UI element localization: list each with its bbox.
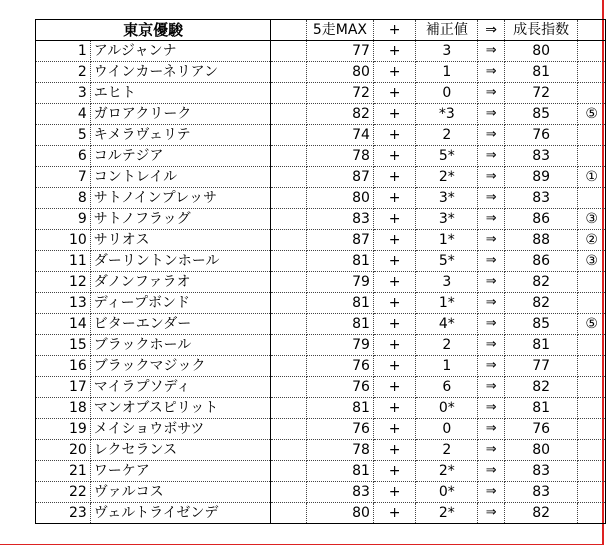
header-row bbox=[36, 20, 606, 41]
arrow-sign: ⇒ bbox=[478, 188, 505, 209]
max-value: 76 bbox=[306, 377, 373, 398]
row-number: 21 bbox=[36, 461, 91, 482]
rank-mark: ① bbox=[578, 167, 606, 188]
max-value: 81 bbox=[306, 398, 373, 419]
arrow-sign: ⇒ bbox=[478, 503, 505, 524]
rank-mark bbox=[578, 188, 606, 209]
arrow-sign: ⇒ bbox=[478, 293, 505, 314]
horse-name: ヴェルトライゼンデ bbox=[90, 503, 270, 524]
max-value: 72 bbox=[306, 83, 373, 104]
rank-mark bbox=[578, 398, 606, 419]
growth-index: 83 bbox=[504, 482, 577, 503]
header-mark bbox=[578, 20, 606, 41]
header-growth-index: 成長指数 bbox=[504, 20, 577, 41]
plus-sign: + bbox=[373, 440, 415, 461]
row-number: 12 bbox=[36, 272, 91, 293]
growth-index: 80 bbox=[504, 440, 577, 461]
blank-cell bbox=[271, 272, 307, 293]
blank-cell bbox=[271, 167, 307, 188]
table-row bbox=[36, 167, 606, 188]
row-number: 18 bbox=[36, 398, 91, 419]
row-number: 10 bbox=[36, 230, 91, 251]
adjustment-value: *3 bbox=[416, 104, 478, 125]
row-number: 15 bbox=[36, 335, 91, 356]
horse-name: ヴァルコス bbox=[90, 482, 270, 503]
row-number: 22 bbox=[36, 482, 91, 503]
plus-sign: + bbox=[373, 482, 415, 503]
growth-index: 86 bbox=[504, 251, 577, 272]
table-row bbox=[36, 377, 606, 398]
arrow-sign: ⇒ bbox=[478, 62, 505, 83]
plus-sign: + bbox=[373, 293, 415, 314]
horse-name: ブラックマジック bbox=[90, 356, 270, 377]
row-number: 4 bbox=[36, 104, 91, 125]
horse-name: エヒト bbox=[90, 83, 270, 104]
growth-index: 83 bbox=[504, 146, 577, 167]
max-value: 81 bbox=[306, 461, 373, 482]
horse-name: アルジャンナ bbox=[90, 41, 270, 62]
blank-cell bbox=[271, 146, 307, 167]
adjustment-value: 2* bbox=[416, 503, 478, 524]
row-number: 7 bbox=[36, 167, 91, 188]
row-number: 5 bbox=[36, 125, 91, 146]
adjustment-value: 2 bbox=[416, 335, 478, 356]
growth-index: 82 bbox=[504, 293, 577, 314]
rank-mark bbox=[578, 356, 606, 377]
horse-name: ダノンファラオ bbox=[90, 272, 270, 293]
rank-mark bbox=[578, 125, 606, 146]
table-row bbox=[36, 482, 606, 503]
row-number: 16 bbox=[36, 356, 91, 377]
table-row bbox=[36, 419, 606, 440]
plus-sign: + bbox=[373, 146, 415, 167]
rank-mark bbox=[578, 377, 606, 398]
blank-cell bbox=[271, 125, 307, 146]
table-row bbox=[36, 398, 606, 419]
arrow-sign: ⇒ bbox=[478, 230, 505, 251]
rank-mark: ⑤ bbox=[578, 104, 606, 125]
growth-index: 82 bbox=[504, 503, 577, 524]
rank-mark bbox=[578, 146, 606, 167]
max-value: 80 bbox=[306, 62, 373, 83]
max-value: 81 bbox=[306, 293, 373, 314]
blank-cell bbox=[271, 62, 307, 83]
horse-name: ガロアクリーク bbox=[90, 104, 270, 125]
table-row bbox=[36, 335, 606, 356]
growth-index: 86 bbox=[504, 209, 577, 230]
row-number: 1 bbox=[36, 41, 91, 62]
horse-name: ワーケア bbox=[90, 461, 270, 482]
table-row bbox=[36, 83, 606, 104]
plus-sign: + bbox=[373, 461, 415, 482]
arrow-sign: ⇒ bbox=[478, 440, 505, 461]
arrow-sign: ⇒ bbox=[478, 398, 505, 419]
growth-index: 76 bbox=[504, 125, 577, 146]
rank-mark bbox=[578, 419, 606, 440]
plus-sign: + bbox=[373, 62, 415, 83]
adjustment-value: 0 bbox=[416, 83, 478, 104]
plus-sign: + bbox=[373, 125, 415, 146]
row-number: 2 bbox=[36, 62, 91, 83]
rank-mark: ③ bbox=[578, 209, 606, 230]
adjustment-value: 5* bbox=[416, 251, 478, 272]
arrow-sign: ⇒ bbox=[478, 251, 505, 272]
plus-sign: + bbox=[373, 209, 415, 230]
adjustment-value: 1 bbox=[416, 62, 478, 83]
table-row bbox=[36, 104, 606, 125]
growth-index: 81 bbox=[504, 398, 577, 419]
plus-sign: + bbox=[373, 104, 415, 125]
plus-sign: + bbox=[373, 167, 415, 188]
horse-name: コントレイル bbox=[90, 167, 270, 188]
header-plus: + bbox=[373, 20, 415, 41]
plus-sign: + bbox=[373, 272, 415, 293]
rank-mark bbox=[578, 83, 606, 104]
rank-mark: ③ bbox=[578, 251, 606, 272]
max-value: 76 bbox=[306, 356, 373, 377]
growth-index: 82 bbox=[504, 377, 577, 398]
table-row bbox=[36, 188, 606, 209]
arrow-sign: ⇒ bbox=[478, 167, 505, 188]
arrow-sign: ⇒ bbox=[478, 272, 505, 293]
blank-cell bbox=[271, 104, 307, 125]
arrow-sign: ⇒ bbox=[478, 461, 505, 482]
table-row bbox=[36, 209, 606, 230]
blank-cell bbox=[271, 41, 307, 62]
arrow-sign: ⇒ bbox=[478, 377, 505, 398]
blank-cell bbox=[271, 188, 307, 209]
blank-cell bbox=[271, 230, 307, 251]
blank-cell bbox=[271, 83, 307, 104]
row-number: 6 bbox=[36, 146, 91, 167]
blank-cell bbox=[271, 314, 307, 335]
table-row bbox=[36, 251, 606, 272]
plus-sign: + bbox=[373, 503, 415, 524]
adjustment-value: 3 bbox=[416, 272, 478, 293]
max-value: 83 bbox=[306, 209, 373, 230]
table-row bbox=[36, 461, 606, 482]
blank-cell bbox=[271, 335, 307, 356]
blank-cell bbox=[271, 209, 307, 230]
max-value: 83 bbox=[306, 482, 373, 503]
row-number: 8 bbox=[36, 188, 91, 209]
horse-name: ディープボンド bbox=[90, 293, 270, 314]
blank-cell bbox=[271, 398, 307, 419]
adjustment-value: 6 bbox=[416, 377, 478, 398]
arrow-sign: ⇒ bbox=[478, 482, 505, 503]
rank-mark: ② bbox=[578, 230, 606, 251]
row-number: 11 bbox=[36, 251, 91, 272]
plus-sign: + bbox=[373, 377, 415, 398]
growth-index: 80 bbox=[504, 41, 577, 62]
max-value: 77 bbox=[306, 41, 373, 62]
table-row bbox=[36, 293, 606, 314]
adjustment-value: 0 bbox=[416, 419, 478, 440]
max-value: 79 bbox=[306, 335, 373, 356]
table-row bbox=[36, 356, 606, 377]
adjustment-value: 0* bbox=[416, 482, 478, 503]
max-value: 87 bbox=[306, 230, 373, 251]
race-table bbox=[35, 19, 606, 524]
table-row bbox=[36, 62, 606, 83]
max-value: 81 bbox=[306, 251, 373, 272]
plus-sign: + bbox=[373, 83, 415, 104]
row-number: 9 bbox=[36, 209, 91, 230]
blank-cell bbox=[271, 293, 307, 314]
blank-cell bbox=[271, 419, 307, 440]
max-value: 78 bbox=[306, 146, 373, 167]
table-row bbox=[36, 272, 606, 293]
horse-name: ブラックホール bbox=[90, 335, 270, 356]
rank-mark bbox=[578, 293, 606, 314]
plus-sign: + bbox=[373, 356, 415, 377]
rank-mark bbox=[578, 503, 606, 524]
max-value: 76 bbox=[306, 419, 373, 440]
blank-cell bbox=[271, 377, 307, 398]
header-adjustment: 補正値 bbox=[416, 20, 478, 41]
table-row bbox=[36, 503, 606, 524]
rank-mark bbox=[578, 41, 606, 62]
plus-sign: + bbox=[373, 230, 415, 251]
growth-index: 88 bbox=[504, 230, 577, 251]
arrow-sign: ⇒ bbox=[478, 314, 505, 335]
horse-name: キメラヴェリテ bbox=[90, 125, 270, 146]
blank-cell bbox=[271, 461, 307, 482]
max-value: 80 bbox=[306, 503, 373, 524]
max-value: 78 bbox=[306, 440, 373, 461]
race-title: 東京優駿 bbox=[36, 20, 271, 41]
horse-name: ダーリントンホール bbox=[90, 251, 270, 272]
growth-index: 76 bbox=[504, 419, 577, 440]
plus-sign: + bbox=[373, 419, 415, 440]
blank-cell bbox=[271, 356, 307, 377]
max-value: 80 bbox=[306, 188, 373, 209]
plus-sign: + bbox=[373, 314, 415, 335]
adjustment-value: 3 bbox=[416, 41, 478, 62]
adjustment-value: 0* bbox=[416, 398, 478, 419]
horse-name: マンオブスピリット bbox=[90, 398, 270, 419]
arrow-sign: ⇒ bbox=[478, 419, 505, 440]
row-number: 13 bbox=[36, 293, 91, 314]
growth-index: 81 bbox=[504, 62, 577, 83]
growth-index: 89 bbox=[504, 167, 577, 188]
row-number: 19 bbox=[36, 419, 91, 440]
growth-index: 83 bbox=[504, 188, 577, 209]
arrow-sign: ⇒ bbox=[478, 146, 505, 167]
table-row bbox=[36, 125, 606, 146]
horse-name: サトノインプレッサ bbox=[90, 188, 270, 209]
plus-sign: + bbox=[373, 398, 415, 419]
arrow-sign: ⇒ bbox=[478, 83, 505, 104]
growth-index: 77 bbox=[504, 356, 577, 377]
arrow-sign: ⇒ bbox=[478, 356, 505, 377]
rank-mark bbox=[578, 461, 606, 482]
horse-name: ビターエンダー bbox=[90, 314, 270, 335]
arrow-sign: ⇒ bbox=[478, 41, 505, 62]
max-value: 82 bbox=[306, 104, 373, 125]
horse-name: サトノフラッグ bbox=[90, 209, 270, 230]
row-number: 20 bbox=[36, 440, 91, 461]
arrow-sign: ⇒ bbox=[478, 209, 505, 230]
horse-name: レクセランス bbox=[90, 440, 270, 461]
adjustment-value: 2 bbox=[416, 440, 478, 461]
row-number: 14 bbox=[36, 314, 91, 335]
horse-name: ウインカーネリアン bbox=[90, 62, 270, 83]
adjustment-value: 1* bbox=[416, 230, 478, 251]
rank-mark bbox=[578, 335, 606, 356]
horse-name: サリオス bbox=[90, 230, 270, 251]
header-max: 5走MAX bbox=[306, 20, 373, 41]
table-row bbox=[36, 41, 606, 62]
rank-mark bbox=[578, 482, 606, 503]
table-row bbox=[36, 230, 606, 251]
rank-mark bbox=[578, 62, 606, 83]
adjustment-value: 2* bbox=[416, 167, 478, 188]
horse-name: コルテジア bbox=[90, 146, 270, 167]
plus-sign: + bbox=[373, 188, 415, 209]
growth-index: 72 bbox=[504, 83, 577, 104]
blank-cell bbox=[271, 440, 307, 461]
max-value: 74 bbox=[306, 125, 373, 146]
table-row bbox=[36, 314, 606, 335]
adjustment-value: 2* bbox=[416, 461, 478, 482]
adjustment-value: 3* bbox=[416, 188, 478, 209]
arrow-sign: ⇒ bbox=[478, 125, 505, 146]
adjustment-value: 4* bbox=[416, 314, 478, 335]
plus-sign: + bbox=[373, 251, 415, 272]
header-arrow: ⇒ bbox=[478, 20, 505, 41]
plus-sign: + bbox=[373, 41, 415, 62]
growth-index: 81 bbox=[504, 335, 577, 356]
table-row bbox=[36, 146, 606, 167]
arrow-sign: ⇒ bbox=[478, 335, 505, 356]
adjustment-value: 5* bbox=[416, 146, 478, 167]
rank-mark bbox=[578, 440, 606, 461]
rank-mark bbox=[578, 272, 606, 293]
blank-cell bbox=[271, 482, 307, 503]
row-number: 23 bbox=[36, 503, 91, 524]
max-value: 81 bbox=[306, 314, 373, 335]
growth-index: 85 bbox=[504, 104, 577, 125]
growth-index: 85 bbox=[504, 314, 577, 335]
growth-index: 82 bbox=[504, 272, 577, 293]
horse-name: メイショウボサツ bbox=[90, 419, 270, 440]
arrow-sign: ⇒ bbox=[478, 104, 505, 125]
adjustment-value: 1 bbox=[416, 356, 478, 377]
adjustment-value: 3* bbox=[416, 209, 478, 230]
plus-sign: + bbox=[373, 335, 415, 356]
table-row bbox=[36, 440, 606, 461]
row-number: 3 bbox=[36, 83, 91, 104]
max-value: 79 bbox=[306, 272, 373, 293]
blank-cell bbox=[271, 503, 307, 524]
row-number: 17 bbox=[36, 377, 91, 398]
horse-name: マイラプソディ bbox=[90, 377, 270, 398]
growth-index: 83 bbox=[504, 461, 577, 482]
max-value: 87 bbox=[306, 167, 373, 188]
blank-cell bbox=[271, 251, 307, 272]
adjustment-value: 1* bbox=[416, 293, 478, 314]
adjustment-value: 2 bbox=[416, 125, 478, 146]
rank-mark: ⑤ bbox=[578, 314, 606, 335]
blank-header bbox=[271, 20, 307, 41]
